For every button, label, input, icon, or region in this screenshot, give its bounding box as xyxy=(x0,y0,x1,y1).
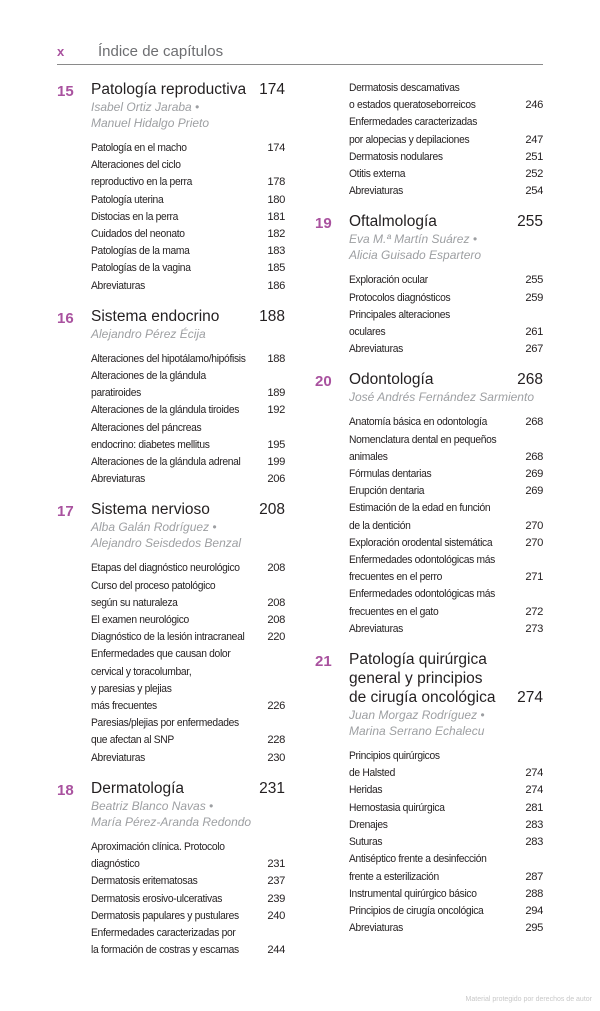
entry-page: 192 xyxy=(267,404,285,417)
toc-entry[interactable] xyxy=(91,908,285,925)
entry-title: Principios de cirugía oncológica xyxy=(349,904,484,917)
toc-entry[interactable] xyxy=(91,578,285,612)
chapter-entries xyxy=(315,414,543,638)
entry-title: Enfermedades odontológicas más frecuentes en el perro xyxy=(349,554,495,584)
entry-title: Alteraciones del páncreas endocrino: diabetes mellitus xyxy=(91,421,210,451)
toc-entry[interactable] xyxy=(349,341,543,358)
entry-page: 228 xyxy=(267,734,285,747)
entry-title: Estimación de la edad en función de la dentición xyxy=(349,502,491,532)
toc-entry[interactable] xyxy=(349,782,543,799)
toc-entry[interactable] xyxy=(91,260,285,277)
toc-entry[interactable] xyxy=(349,432,543,466)
entry-page: 230 xyxy=(267,751,285,764)
toc-entry[interactable] xyxy=(91,402,285,419)
chapter-title: Oftalmología xyxy=(349,213,437,231)
entry-title: Abreviaturas xyxy=(91,473,145,486)
toc-entry[interactable] xyxy=(91,454,285,471)
chapter-title: Odontología xyxy=(349,371,434,389)
entry-title: Otitis externa xyxy=(349,168,406,181)
toc-entry[interactable] xyxy=(349,535,543,552)
toc-entry[interactable] xyxy=(349,800,543,817)
entry-page: 239 xyxy=(267,892,285,905)
chapter-authors: Eva M.ª Martín Suárez • Alicia Guisado Espartero xyxy=(349,232,482,263)
chapter-page: 208 xyxy=(259,501,285,519)
toc-entry[interactable] xyxy=(349,586,543,620)
entry-title: Cuidados del neonato xyxy=(91,228,185,241)
entry-title: Dermatosis papulares y pustulares xyxy=(91,909,239,922)
entry-page: 267 xyxy=(525,343,543,356)
entry-page: 182 xyxy=(267,228,285,241)
entry-page: 283 xyxy=(525,818,543,831)
entry-title: Dermatosis eritematosas xyxy=(91,875,198,888)
entry-title: Alteraciones de la glándula adrenal xyxy=(91,456,241,469)
chapter-page: 255 xyxy=(517,213,543,231)
entry-title: Abreviaturas xyxy=(349,922,403,935)
entry-title: Patologías de la mama xyxy=(91,245,190,258)
toc-entry[interactable] xyxy=(349,307,543,341)
toc-entry[interactable] xyxy=(349,500,543,534)
toc-entry[interactable] xyxy=(91,420,285,454)
chapter-title: Sistema nervioso xyxy=(91,501,210,519)
toc-entry[interactable] xyxy=(349,817,543,834)
entry-title: Patología en el macho xyxy=(91,142,187,154)
chapter-heading[interactable] xyxy=(315,212,543,263)
toc-entry[interactable] xyxy=(91,226,285,243)
toc-entry[interactable] xyxy=(349,886,543,903)
entry-title: Enfermedades odontológicas más frecuentes en el gato xyxy=(349,588,495,618)
toc-entry[interactable] xyxy=(91,368,285,402)
chapter-authors: Alejandro Pérez Écija xyxy=(91,326,206,341)
toc-entry[interactable] xyxy=(91,209,285,226)
continued-entries xyxy=(315,80,543,200)
chapter-number: 17 xyxy=(57,503,74,521)
toc-entry[interactable] xyxy=(91,873,285,890)
chapter-title-row xyxy=(91,779,285,798)
chapter-heading[interactable] xyxy=(57,500,285,551)
entry-page: 188 xyxy=(267,352,285,365)
toc-entry[interactable] xyxy=(91,715,285,749)
entry-page: 208 xyxy=(267,562,285,575)
entry-page: 269 xyxy=(525,468,543,481)
chapter-page: 274 xyxy=(517,689,543,707)
entry-page: 270 xyxy=(525,536,543,549)
toc-entry[interactable] xyxy=(349,414,543,431)
toc-entry[interactable] xyxy=(91,278,285,295)
entry-title: Exploración orodental sistemática xyxy=(349,536,493,549)
page-number: x xyxy=(57,44,65,59)
entry-page: 199 xyxy=(267,456,285,469)
chapter-heading[interactable] xyxy=(57,307,285,342)
toc-entry[interactable] xyxy=(349,834,543,851)
toc-entry[interactable] xyxy=(91,140,285,157)
right-column xyxy=(315,80,543,949)
toc-entry[interactable] xyxy=(349,903,543,920)
entry-page: 246 xyxy=(525,99,543,112)
chapter-entries xyxy=(57,839,285,959)
entry-title: Drenajes xyxy=(349,818,388,831)
toc-entry[interactable] xyxy=(91,891,285,908)
entry-page: 268 xyxy=(525,450,543,463)
toc-entry[interactable] xyxy=(91,925,285,959)
entry-title: Alteraciones de la glándula paratiroides xyxy=(91,370,206,400)
chapter-section xyxy=(57,500,285,766)
chapter-heading[interactable] xyxy=(57,779,285,830)
chapter-entries xyxy=(57,140,285,295)
entry-page: 288 xyxy=(525,887,543,900)
chapter-number: 19 xyxy=(315,215,332,233)
entry-page: 231 xyxy=(267,858,285,871)
chapter-entries xyxy=(315,272,543,358)
entry-title: Hemostasia quirúrgica xyxy=(349,801,445,814)
chapter-title-row xyxy=(91,307,285,326)
entry-page: 272 xyxy=(525,605,543,618)
chapter-heading[interactable] xyxy=(315,370,543,405)
chapter-page: 174 xyxy=(259,81,285,98)
entry-page: 181 xyxy=(267,210,285,223)
entry-title: Exploración ocular xyxy=(349,274,428,287)
entry-title: Dermatosis nodulares xyxy=(349,150,443,163)
entry-title: Distocias en la perra xyxy=(91,210,179,223)
chapter-title: Patología quirúrgica general y principios de cirugía oncológica xyxy=(349,651,496,707)
chapter-number: 20 xyxy=(315,373,332,391)
entry-page: 174 xyxy=(267,142,285,154)
entry-title: Patología uterina xyxy=(91,193,164,206)
toc-entry[interactable] xyxy=(91,157,285,191)
entry-title: Abreviaturas xyxy=(349,622,403,635)
entry-title: Paresias/plejias por enfermedades que afectan al SNP xyxy=(91,717,239,747)
toc-entry[interactable] xyxy=(91,629,285,646)
entry-page: 206 xyxy=(267,473,285,486)
chapter-number: 18 xyxy=(57,781,74,799)
entry-title: Nomenclatura dental en pequeños animales xyxy=(349,433,497,463)
entry-page: 274 xyxy=(525,767,543,780)
entry-title: Enfermedades caracterizadas por la formación de costras y escamas xyxy=(91,926,239,957)
entry-title: Instrumental quirúrgico básico xyxy=(349,887,477,900)
entry-page: 220 xyxy=(267,631,285,644)
entry-title: Heridas xyxy=(349,784,383,797)
chapter-entries xyxy=(57,560,285,766)
page-header xyxy=(57,42,543,65)
toc-entry[interactable] xyxy=(91,612,285,629)
entry-page: 261 xyxy=(525,326,543,339)
page-title: Índice de capítulos xyxy=(98,43,224,60)
entry-page: 283 xyxy=(525,836,543,849)
entry-page: 295 xyxy=(525,922,543,935)
left-column xyxy=(57,80,285,971)
chapter-section xyxy=(315,212,543,358)
chapter-entries xyxy=(315,748,543,937)
entry-title: Erupción dentaria xyxy=(349,485,425,498)
toc-entry[interactable] xyxy=(91,750,285,767)
entry-page: 240 xyxy=(267,909,285,922)
entry-title: Alteraciones del ciclo reproductivo en la perra xyxy=(91,159,192,189)
toc-entry[interactable] xyxy=(91,243,285,260)
toc-entry[interactable] xyxy=(349,80,543,114)
chapter-heading[interactable] xyxy=(315,650,543,739)
chapter-section xyxy=(315,370,543,638)
entry-page: 189 xyxy=(267,387,285,400)
entry-page: 208 xyxy=(267,614,285,627)
toc-entry[interactable] xyxy=(349,166,543,183)
toc-entry[interactable] xyxy=(91,471,285,488)
entry-title: Abreviaturas xyxy=(349,343,403,356)
entry-title: Alteraciones de la glándula tiroides xyxy=(91,404,240,417)
entry-title: Patologías de la vagina xyxy=(91,262,191,275)
chapter-title-row xyxy=(91,80,285,99)
toc-entry[interactable] xyxy=(91,646,285,715)
chapter-title: Sistema endocrino xyxy=(91,307,220,325)
entry-page: 186 xyxy=(267,279,285,292)
toc-entry[interactable] xyxy=(91,839,285,873)
entry-title: Abreviaturas xyxy=(91,751,145,764)
entry-page: 269 xyxy=(525,485,543,498)
entry-title: Abreviaturas xyxy=(349,185,403,198)
copyright-watermark: Material protegido por derechos de autor xyxy=(465,996,592,1003)
chapter-page: 188 xyxy=(259,307,285,325)
entry-title: Enfermedades caracterizadas por alopecias y depilaciones xyxy=(349,116,478,146)
entry-title: Diagnóstico de la lesión intracraneal xyxy=(91,631,245,644)
chapter-title: Patología reproductiva xyxy=(91,81,247,98)
chapter-number: 16 xyxy=(57,309,74,327)
entry-page: 294 xyxy=(525,904,543,917)
entry-title: Principales alteraciones oculares xyxy=(349,308,450,339)
entry-title: Abreviaturas xyxy=(91,279,145,292)
entry-page: 183 xyxy=(267,245,285,258)
chapter-section xyxy=(315,650,543,937)
entry-title: Anatomía básica en odontología xyxy=(349,416,487,429)
entry-title: Enfermedades que causan dolor cervical y toracolumbar, y paresias y plejias más frecuentes xyxy=(91,648,231,713)
chapter-section xyxy=(57,307,285,489)
entry-page: 273 xyxy=(525,622,543,635)
toc-entry[interactable] xyxy=(91,192,285,209)
toc-entry[interactable] xyxy=(349,552,543,586)
entry-page: 287 xyxy=(525,870,543,883)
entry-page: 274 xyxy=(525,784,543,797)
entry-title: Principios quirúrgicos de Halsted xyxy=(349,750,440,780)
entry-page: 252 xyxy=(525,168,543,181)
entry-title: Dermatosis descamativas o estados queratoseborreicos xyxy=(349,82,476,112)
chapter-title-row xyxy=(349,370,543,389)
entry-page: 271 xyxy=(525,571,543,584)
chapter-title: Dermatología xyxy=(91,779,185,797)
chapter-authors: Isabel Ortiz Jaraba • Manuel Hidalgo Prieto xyxy=(91,100,210,130)
entry-title: Suturas xyxy=(349,836,383,849)
entry-page: 251 xyxy=(525,150,543,163)
toc-entry[interactable] xyxy=(349,149,543,166)
toc-entry[interactable] xyxy=(349,483,543,500)
chapter-page: 231 xyxy=(259,779,285,797)
chapter-entries xyxy=(57,351,285,489)
entry-title: Curso del proceso patológico según su naturaleza xyxy=(91,579,216,609)
entry-page: 244 xyxy=(267,944,285,957)
entry-page: 255 xyxy=(525,274,543,287)
entry-title: Alteraciones del hipotálamo/hipófisis xyxy=(91,352,246,365)
entry-page: 254 xyxy=(525,185,543,198)
toc-entry[interactable] xyxy=(349,748,543,782)
chapter-authors: Alba Galán Rodríguez • Alejandro Seisdedos Benzal xyxy=(91,520,242,551)
entry-page: 208 xyxy=(267,596,285,609)
chapter-authors: Juan Morgaz Rodríguez • Marina Serrano Echalecu xyxy=(349,708,485,739)
entry-title: Antiséptico frente a desinfección frente a esterilización xyxy=(349,853,487,883)
chapter-section xyxy=(57,779,285,959)
toc-entry[interactable] xyxy=(91,560,285,577)
toc-entry[interactable] xyxy=(349,272,543,289)
toc-entry[interactable] xyxy=(349,466,543,483)
toc-entry[interactable] xyxy=(349,114,543,148)
toc-entry[interactable] xyxy=(349,621,543,638)
entry-page: 259 xyxy=(525,291,543,304)
toc-entry[interactable] xyxy=(349,851,543,885)
chapter-authors: José Andrés Fernández Sarmiento xyxy=(349,390,534,405)
toc-entry[interactable] xyxy=(349,920,543,937)
toc-entry[interactable] xyxy=(349,183,543,200)
entry-page: 195 xyxy=(267,438,285,451)
toc-entry[interactable] xyxy=(349,290,543,307)
chapter-title-row xyxy=(349,650,543,707)
entry-page: 237 xyxy=(267,875,285,888)
chapter-title-row xyxy=(91,500,285,519)
entry-title: Fórmulas dentarias xyxy=(349,468,432,481)
entry-title: El examen neurológico xyxy=(91,614,189,627)
chapter-title-row xyxy=(349,212,543,231)
entry-page: 180 xyxy=(267,193,285,206)
entry-title: Etapas del diagnóstico neurológico xyxy=(91,562,240,575)
chapter-heading[interactable] xyxy=(57,80,285,131)
entry-page: 270 xyxy=(525,519,543,532)
entry-page: 281 xyxy=(525,801,543,814)
toc-entry[interactable] xyxy=(91,351,285,368)
entry-page: 268 xyxy=(525,416,543,429)
chapter-authors: Beatriz Blanco Navas • María Pérez-Aranda Redondo xyxy=(91,798,252,829)
chapter-number: 21 xyxy=(315,653,332,671)
entry-page: 185 xyxy=(267,262,285,275)
chapter-page: 268 xyxy=(517,371,543,389)
entry-title: Dermatosis erosivo-ulcerativas xyxy=(91,892,223,905)
entry-page: 178 xyxy=(267,176,285,189)
entry-page: 226 xyxy=(267,700,285,713)
entry-title: Protocolos diagnósticos xyxy=(349,291,451,304)
chapter-number: 15 xyxy=(57,83,74,100)
chapter-section xyxy=(57,80,285,295)
entry-page: 247 xyxy=(525,133,543,146)
entry-title: Aproximación clínica. Protocolo diagnóstico xyxy=(91,840,225,871)
